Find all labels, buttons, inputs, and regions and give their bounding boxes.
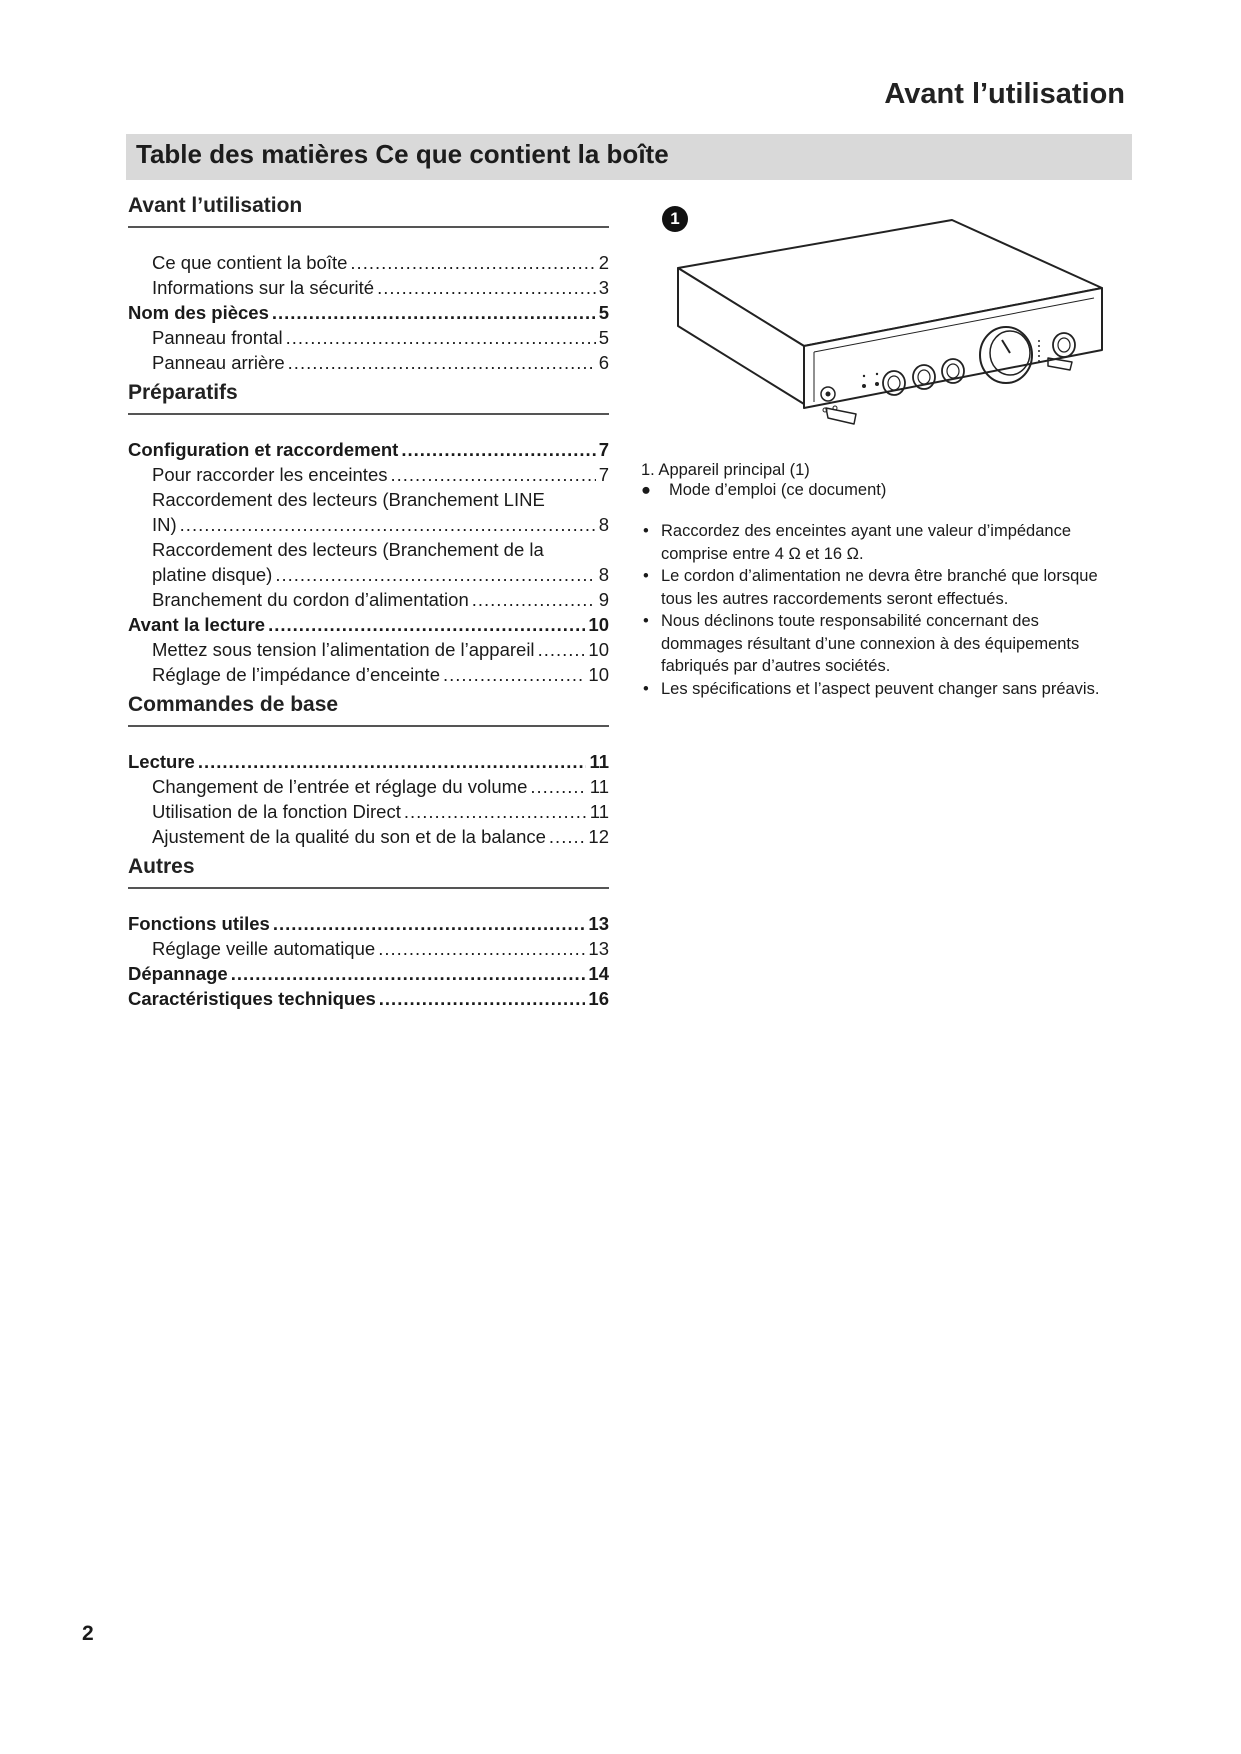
toc-leader-dots bbox=[404, 799, 587, 824]
amplifier-illustration bbox=[676, 214, 1106, 440]
toc-entry-page: 5 bbox=[598, 302, 609, 323]
toc-entry-label: Informations sur la sécurité bbox=[152, 277, 375, 298]
contents-item-main-unit: 1. Appareil principal (1) bbox=[641, 461, 810, 479]
toc-entry[interactable] bbox=[128, 824, 609, 849]
toc-entry-page: 5 bbox=[598, 327, 609, 348]
toc-entry-label: Réglage veille automatique bbox=[152, 938, 376, 959]
page-section-title: Avant l’utilisation bbox=[884, 78, 1125, 110]
box-contents-list bbox=[641, 460, 1121, 500]
toc-entry-page: 11 bbox=[589, 751, 609, 772]
toc-entry-label: Lecture bbox=[128, 751, 195, 772]
toc-section-heading: Préparatifs bbox=[128, 381, 609, 415]
toc-leader-dots bbox=[390, 462, 595, 487]
toc-entry-label: Changement de l’entrée et réglage du volume bbox=[152, 776, 528, 797]
toc-leader-dots bbox=[273, 911, 586, 936]
toc-entry-label: Panneau frontal bbox=[152, 327, 283, 348]
toc-leader-dots bbox=[286, 325, 596, 350]
toc-entry[interactable] bbox=[128, 275, 609, 300]
item-number-badge: 1 bbox=[662, 206, 688, 232]
toc-entry[interactable] bbox=[128, 437, 609, 462]
toc-leader-dots bbox=[350, 250, 595, 275]
toc-entry-page: 13 bbox=[588, 913, 609, 934]
toc-entry[interactable] bbox=[128, 662, 609, 687]
toc-leader-dots bbox=[443, 662, 585, 687]
toc-section-heading: Avant l’utilisation bbox=[128, 194, 609, 228]
toc-entry-label: Nom des pièces bbox=[128, 302, 269, 323]
note-item bbox=[643, 678, 1121, 701]
toc-leader-dots bbox=[401, 437, 595, 462]
toc-entry-page: 12 bbox=[588, 826, 609, 847]
toc-leader-dots bbox=[198, 749, 587, 774]
toc-entry-label: Ce que contient la boîte bbox=[152, 252, 348, 273]
toc-entry[interactable] bbox=[128, 749, 609, 774]
bullet-icon: • bbox=[643, 679, 649, 698]
contents-item-manual bbox=[641, 480, 1121, 500]
toc-entry-page: 2 bbox=[598, 252, 609, 273]
toc-section bbox=[128, 693, 609, 849]
toc-entry-label: Raccordement des lecteurs (Branchement LINE bbox=[152, 489, 545, 510]
toc-entry-page: 9 bbox=[598, 589, 609, 610]
toc-entry-label: Caractéristiques techniques bbox=[128, 988, 376, 1009]
bullet-icon: • bbox=[643, 612, 649, 630]
toc-entry-label: Ajustement de la qualité du son et de la balance bbox=[152, 826, 546, 847]
toc-entry[interactable] bbox=[128, 462, 609, 487]
toc-entry[interactable] bbox=[128, 799, 609, 824]
toc-entry-label: Panneau arrière bbox=[152, 352, 285, 373]
toc-entry[interactable] bbox=[128, 911, 609, 936]
toc-entry-label: Configuration et raccordement bbox=[128, 439, 399, 460]
toc-entry-page: 7 bbox=[598, 464, 609, 485]
table-of-contents bbox=[128, 194, 609, 1011]
toc-entry-page: 16 bbox=[588, 988, 609, 1009]
toc-entry-page: 7 bbox=[598, 439, 609, 460]
toc-entry-label: Fonctions utiles bbox=[128, 913, 270, 934]
toc-entry[interactable] bbox=[128, 350, 609, 375]
toc-leader-dots bbox=[379, 986, 586, 1011]
toc-section-heading: Commandes de base bbox=[128, 693, 609, 727]
toc-entry-list bbox=[128, 250, 609, 375]
toc-entry-page: 10 bbox=[588, 639, 609, 660]
toc-entry[interactable] bbox=[128, 961, 609, 986]
toc-entry-list bbox=[128, 749, 609, 849]
toc-entry-page: 3 bbox=[598, 277, 609, 298]
bullet-icon: ● bbox=[641, 481, 651, 499]
toc-entry-label: Pour raccorder les enceintes bbox=[152, 464, 388, 485]
toc-entry-label: Branchement du cordon d’alimentation bbox=[152, 589, 469, 610]
toc-entry[interactable] bbox=[128, 637, 609, 662]
toc-entry-page: 11 bbox=[589, 776, 609, 797]
toc-entry-page: 8 bbox=[598, 514, 609, 535]
toc-entry-label: Réglage de l’impédance d’enceinte bbox=[152, 664, 440, 685]
toc-leader-dots bbox=[549, 824, 586, 849]
toc-entry[interactable] bbox=[128, 587, 609, 612]
toc-entry-label: Mettez sous tension l’alimentation de l’appareil bbox=[152, 639, 535, 660]
toc-entry-label: Raccordement des lecteurs (Branchement de la bbox=[152, 539, 544, 560]
toc-entry[interactable] bbox=[128, 774, 609, 799]
contents-item-manual-label: Mode d’emploi (ce document) bbox=[669, 481, 887, 499]
toc-entry-label-cont: platine disque) bbox=[152, 564, 273, 585]
toc-entry-page: 13 bbox=[588, 938, 609, 959]
toc-entry-label: Dépannage bbox=[128, 963, 228, 984]
toc-entry[interactable] bbox=[128, 487, 609, 537]
toc-leader-dots bbox=[272, 300, 596, 325]
toc-section bbox=[128, 855, 609, 1011]
toc-leader-dots bbox=[377, 275, 596, 300]
toc-entry-page: 10 bbox=[588, 664, 609, 685]
toc-leader-dots bbox=[288, 350, 596, 375]
toc-entry[interactable] bbox=[128, 936, 609, 961]
toc-section bbox=[128, 381, 609, 687]
toc-leader-dots bbox=[538, 637, 586, 662]
toc-leader-dots bbox=[378, 936, 585, 961]
note-item bbox=[643, 610, 1121, 678]
toc-entry-page: 10 bbox=[588, 614, 609, 635]
toc-leader-dots bbox=[275, 562, 595, 587]
toc-section-heading: Autres bbox=[128, 855, 609, 889]
page-number: 2 bbox=[82, 1622, 94, 1645]
toc-entry-label-cont: IN) bbox=[152, 514, 177, 535]
toc-entry-label: Utilisation de la fonction Direct bbox=[152, 801, 401, 822]
toc-section bbox=[128, 194, 609, 375]
toc-entry[interactable] bbox=[128, 537, 609, 587]
note-text: Les spécifications et l’aspect peuvent changer sans préavis. bbox=[661, 679, 1100, 698]
toc-entry[interactable] bbox=[128, 612, 609, 637]
toc-entry[interactable] bbox=[128, 986, 609, 1011]
toc-entry-list bbox=[128, 437, 609, 687]
note-item bbox=[643, 520, 1121, 565]
toc-entry-page: 8 bbox=[598, 564, 609, 585]
toc-leader-dots bbox=[472, 587, 596, 612]
note-item bbox=[643, 565, 1121, 610]
toc-leader-dots bbox=[180, 512, 596, 537]
notes-list bbox=[643, 520, 1121, 700]
toc-leader-dots bbox=[268, 612, 585, 637]
toc-entry-label: Avant la lecture bbox=[128, 614, 266, 635]
note-text: Nous déclinons toute responsabilité concernant des dommages résultant d’une connexion à des équipements fabriqués par d’autres sociétés. bbox=[661, 612, 1080, 675]
toc-leader-dots bbox=[231, 961, 586, 986]
toc-entry-page: 11 bbox=[589, 801, 609, 822]
toc-entry-page: 14 bbox=[588, 963, 609, 984]
note-text: Le cordon d’alimentation ne devra être branché que lorsque tous les autres raccordements seront effectués. bbox=[661, 567, 1098, 608]
note-text: Raccordez des enceintes ayant une valeur d’impédance comprise entre 4 Ω et 16 Ω. bbox=[661, 522, 1072, 563]
toc-leader-dots bbox=[530, 774, 586, 799]
toc-entry[interactable] bbox=[128, 250, 609, 275]
bullet-icon: • bbox=[643, 567, 649, 585]
toc-entry-page: 6 bbox=[598, 352, 609, 373]
band-title: Table des matières Ce que contient la boîte bbox=[136, 139, 669, 169]
bullet-icon: • bbox=[643, 522, 649, 540]
toc-entry-list bbox=[128, 911, 609, 1011]
toc-entry[interactable] bbox=[128, 300, 609, 325]
toc-entry[interactable] bbox=[128, 325, 609, 350]
